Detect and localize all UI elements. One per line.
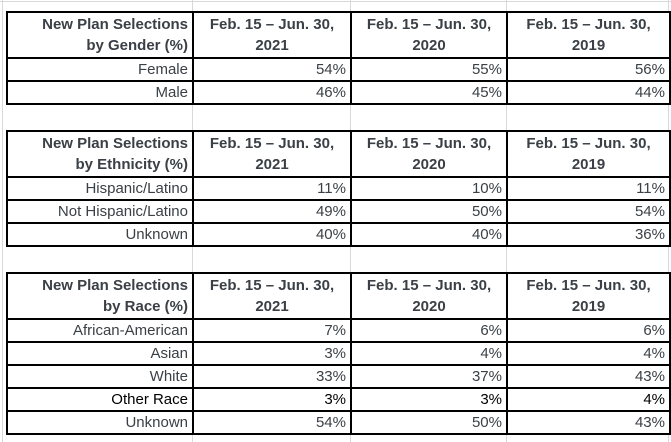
value-cell[interactable]: 40% <box>193 223 351 246</box>
column-year-label: 2019 <box>571 298 606 315</box>
table-row <box>7 81 670 104</box>
table-title-cell[interactable] <box>7 12 193 58</box>
value-cell[interactable]: 3% <box>351 388 507 411</box>
column-header-cell[interactable] <box>351 131 507 177</box>
column-period-label: Feb. 15 – Jun. 30, <box>209 135 335 152</box>
value-cell[interactable]: 6% <box>351 319 507 342</box>
column-period-label: Feb. 15 – Jun. 30, <box>526 277 651 294</box>
header-row <box>7 273 670 319</box>
sheet-gridline-horizontal <box>0 1 671 2</box>
column-header-cell[interactable] <box>507 273 670 319</box>
value-cell[interactable]: 11% <box>507 177 670 200</box>
column-year-label: 2021 <box>255 37 289 54</box>
table-title-line1: New Plan Selections <box>42 135 188 152</box>
table-title-line2: by Gender (%) <box>86 37 188 54</box>
column-period-label: Feb. 15 – Jun. 30, <box>366 135 492 152</box>
column-year-label: 2021 <box>255 298 289 315</box>
column-header-cell[interactable] <box>193 273 351 319</box>
table-title-line2: by Ethnicity (%) <box>75 156 188 173</box>
value-cell[interactable]: 4% <box>507 342 670 365</box>
table-title-line1: New Plan Selections <box>42 277 188 294</box>
column-period-label: Feb. 15 – Jun. 30, <box>526 16 651 33</box>
value-cell[interactable]: 54% <box>507 200 670 223</box>
table-row <box>7 200 670 223</box>
row-label-cell[interactable]: Unknown <box>7 223 193 246</box>
value-cell[interactable]: 6% <box>507 319 670 342</box>
value-cell[interactable]: 54% <box>193 58 351 81</box>
row-label-cell[interactable]: Not Hispanic/Latino <box>7 200 193 223</box>
table-row <box>7 177 670 200</box>
column-year-label: 2019 <box>571 156 606 173</box>
column-header-cell[interactable] <box>351 273 507 319</box>
column-period-label: Feb. 15 – Jun. 30, <box>209 277 335 294</box>
value-cell[interactable]: 55% <box>351 58 507 81</box>
value-cell[interactable]: 50% <box>351 200 507 223</box>
column-year-label: 2020 <box>412 156 446 173</box>
value-cell[interactable]: 56% <box>507 58 670 81</box>
value-cell[interactable]: 50% <box>351 411 507 434</box>
row-label-cell[interactable]: Hispanic/Latino <box>7 177 193 200</box>
table-row <box>7 342 670 365</box>
sheet-gridline-vertical <box>2 0 3 442</box>
header-row <box>7 12 670 58</box>
column-period-label: Feb. 15 – Jun. 30, <box>366 277 492 294</box>
row-label-cell[interactable]: Male <box>7 81 193 104</box>
row-label-cell[interactable]: Female <box>7 58 193 81</box>
table-row <box>7 223 670 246</box>
value-cell[interactable]: 46% <box>193 81 351 104</box>
value-cell[interactable]: 43% <box>507 411 670 434</box>
value-cell[interactable]: 43% <box>507 365 670 388</box>
value-cell[interactable]: 4% <box>351 342 507 365</box>
table-race <box>6 272 671 435</box>
row-label-cell[interactable]: Unknown <box>7 411 193 434</box>
column-period-label: Feb. 15 – Jun. 30, <box>366 16 492 33</box>
value-cell[interactable]: 49% <box>193 200 351 223</box>
header-row <box>7 131 670 177</box>
table-title-cell[interactable] <box>7 273 193 319</box>
table-row <box>7 411 670 434</box>
column-year-label: 2020 <box>412 298 446 315</box>
value-cell[interactable]: 33% <box>193 365 351 388</box>
value-cell[interactable]: 3% <box>193 342 351 365</box>
table-row <box>7 365 670 388</box>
table-gender <box>6 11 671 105</box>
value-cell[interactable]: 37% <box>351 365 507 388</box>
table-title-line1: New Plan Selections <box>42 16 188 33</box>
column-header-cell[interactable] <box>193 12 351 58</box>
value-cell[interactable]: 44% <box>507 81 670 104</box>
row-label-cell[interactable]: Other Race <box>7 388 193 411</box>
value-cell[interactable]: 7% <box>193 319 351 342</box>
value-cell[interactable]: 10% <box>351 177 507 200</box>
table-row <box>7 388 670 411</box>
table-title-line2: by Race (%) <box>102 298 188 315</box>
column-year-label: 2021 <box>255 156 289 173</box>
value-cell[interactable]: 54% <box>193 411 351 434</box>
value-cell[interactable]: 40% <box>351 223 507 246</box>
table-row <box>7 319 670 342</box>
row-label-cell[interactable]: African-American <box>7 319 193 342</box>
table-row <box>7 58 670 81</box>
column-header-cell[interactable] <box>351 12 507 58</box>
column-period-label: Feb. 15 – Jun. 30, <box>209 16 335 33</box>
table-ethnicity <box>6 130 671 247</box>
column-year-label: 2019 <box>571 37 606 54</box>
value-cell[interactable]: 4% <box>507 388 670 411</box>
column-header-cell[interactable] <box>507 131 670 177</box>
value-cell[interactable]: 11% <box>193 177 351 200</box>
column-header-cell[interactable] <box>507 12 670 58</box>
column-year-label: 2020 <box>412 37 446 54</box>
value-cell[interactable]: 45% <box>351 81 507 104</box>
row-label-cell[interactable]: White <box>7 365 193 388</box>
column-header-cell[interactable] <box>193 131 351 177</box>
row-label-cell[interactable]: Asian <box>7 342 193 365</box>
value-cell[interactable]: 3% <box>193 388 351 411</box>
table-title-cell[interactable] <box>7 131 193 177</box>
value-cell[interactable]: 36% <box>507 223 670 246</box>
column-period-label: Feb. 15 – Jun. 30, <box>526 135 651 152</box>
